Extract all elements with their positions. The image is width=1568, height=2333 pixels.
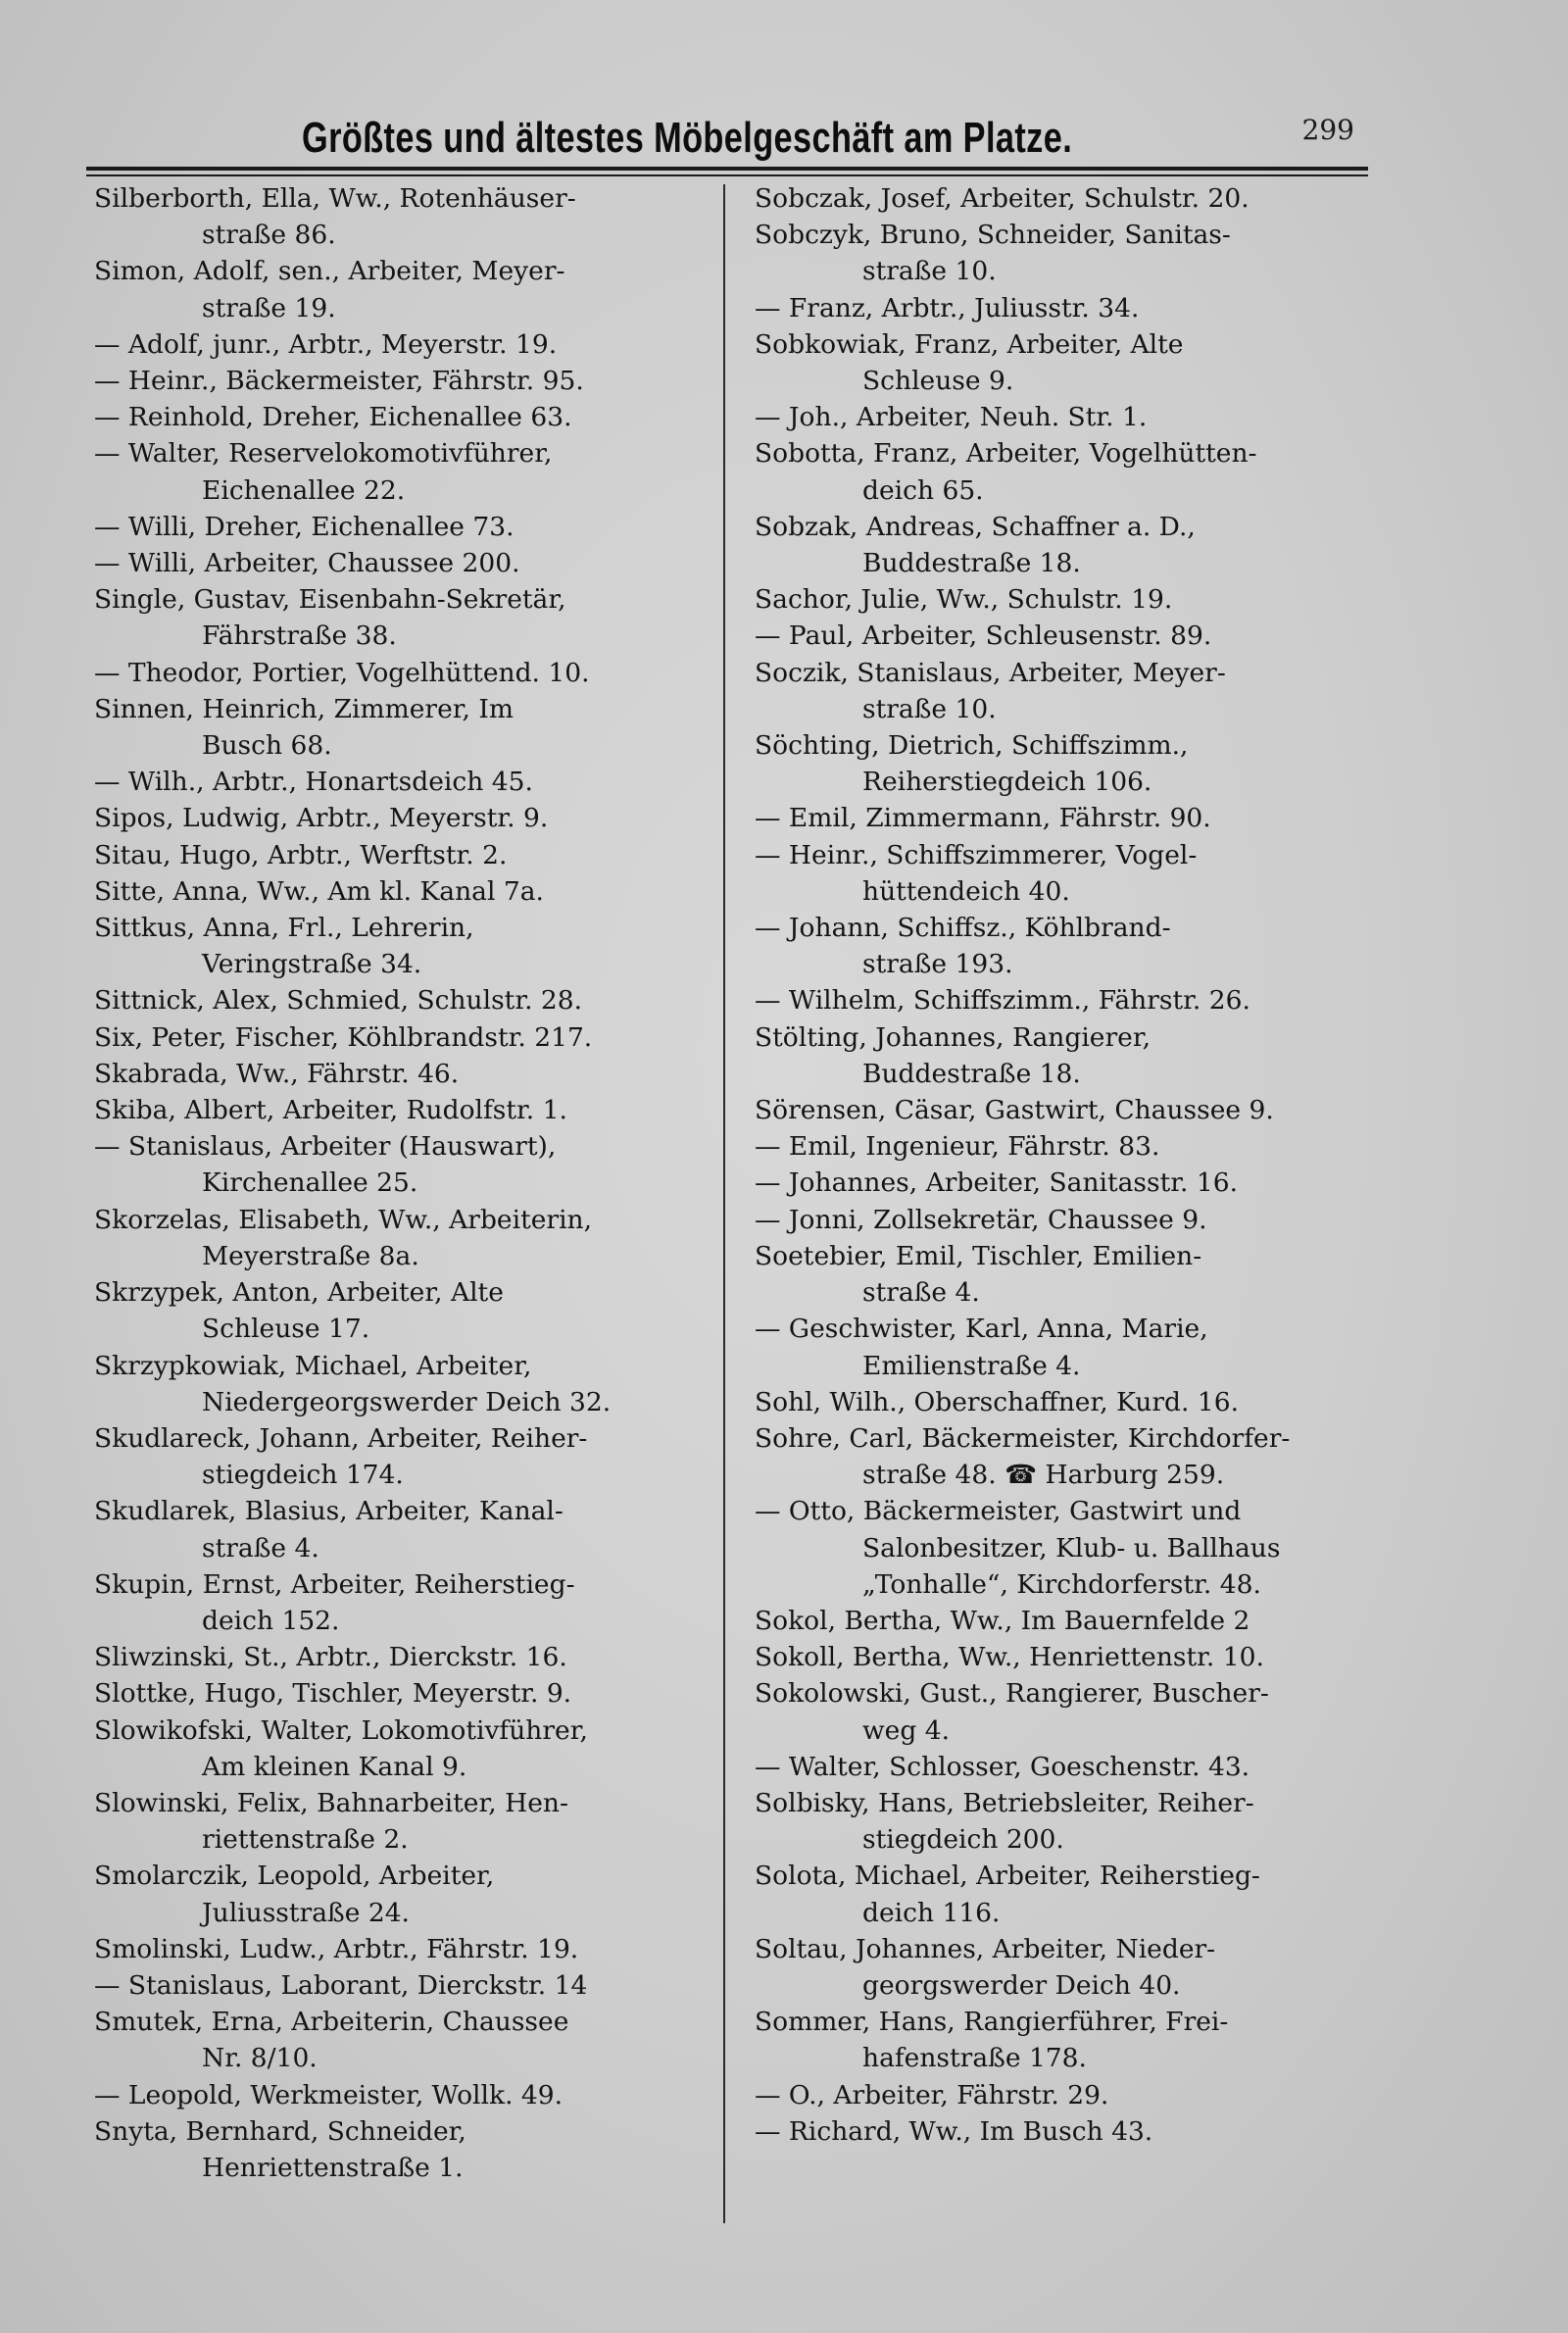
entry-line: — Heinr., Bäckermeister, Fährstr. 95. (94, 366, 584, 397)
directory-entry (94, 180, 731, 253)
entry-continuation-line: straße 48. ☎ Harburg 259. (862, 1460, 1225, 1491)
entry-line: Sobotta, Franz, Arbeiter, Vogelhütten- (755, 438, 1257, 470)
entry-line: — Joh., Arbeiter, Neuh. Str. 1. (755, 402, 1148, 433)
directory-entry (755, 180, 1392, 217)
entry-continuation-line: straße 10. (862, 693, 997, 724)
entry-line: Sitte, Anna, Ww., Am kl. Kanal 7a. (94, 875, 544, 907)
entry-line: Soltau, Johannes, Arbeiter, Nieder- (755, 1933, 1216, 1964)
directory-entry (94, 435, 731, 508)
entry-line: Skudlareck, Johann, Arbeiter, Reiher- (94, 1422, 588, 1454)
directory-entry (94, 1785, 731, 1858)
entry-continuation-line: straße 193. (862, 949, 1013, 980)
entry-continuation-line: Niedergeorgswerder Deich 32. (202, 1386, 612, 1417)
entry-line: Skudlarek, Blasius, Arbeiter, Kanal- (94, 1496, 564, 1527)
entry-line: Sitau, Hugo, Arbtr., Werftstr. 2. (94, 839, 508, 870)
directory-entry (94, 1858, 731, 1930)
entry-line: Sobzak, Andreas, Schaffner a. D., (755, 511, 1196, 542)
directory-entry (94, 1713, 731, 1785)
directory-entry (94, 1128, 731, 1201)
entry-line: — Richard, Ww., Im Busch 43. (755, 2115, 1153, 2147)
entry-line: — Stanislaus, Laborant, Dierckstr. 14 (94, 1969, 588, 2001)
directory-entry (94, 509, 731, 545)
entry-line: Skrzypkowiak, Michael, Arbeiter, (94, 1350, 532, 1381)
entry-continuation-line: Eichenallee 22. (202, 474, 406, 506)
right-column (755, 180, 1392, 2150)
directory-entry (755, 326, 1392, 399)
directory-entry (94, 363, 731, 399)
entry-continuation-line: straße 10. (862, 256, 997, 287)
directory-entry (755, 581, 1392, 618)
entry-line: — Otto, Bäckermeister, Gastwirt und (755, 1496, 1242, 1527)
entry-line: — Franz, Arbtr., Juliusstr. 34. (755, 292, 1140, 323)
directory-entry (94, 1274, 731, 1347)
directory-entry (755, 1092, 1392, 1128)
entry-line: Sommer, Hans, Rangierführer, Frei- (755, 2007, 1229, 2038)
entry-line: — O., Arbeiter, Fährstr. 29. (755, 2079, 1109, 2110)
directory-entry (755, 509, 1392, 581)
directory-entry (94, 2113, 731, 2186)
entry-line: Solbisky, Hans, Betriebsleiter, Reiher- (755, 1787, 1254, 1818)
header-rule-thin (86, 174, 1368, 176)
directory-entry (755, 1128, 1392, 1165)
directory-entry (94, 2004, 731, 2076)
entry-line: — Theodor, Portier, Vogelhüttend. 10. (94, 657, 590, 688)
entry-line: Six, Peter, Fischer, Köhlbrandstr. 217. (94, 1021, 593, 1053)
entry-continuation-line: hüttendeich 40. (862, 875, 1070, 907)
directory-entry (755, 2004, 1392, 2076)
entry-line: Sobczyk, Bruno, Schneider, Sanitas- (755, 220, 1231, 251)
entry-continuation-line: Buddestraße 18. (862, 548, 1081, 579)
directory-entry (94, 581, 731, 654)
directory-entry (94, 1639, 731, 1675)
entry-line: Stölting, Johannes, Rangierer, (755, 1021, 1152, 1053)
page-title: Größtes und ältestes Möbelgeschäft am Platze. (302, 114, 1073, 162)
directory-entry (755, 1603, 1392, 1639)
entry-continuation-line: Am kleinen Kanal 9. (202, 1751, 467, 1782)
directory-entry (755, 1931, 1392, 2004)
directory-entry (94, 873, 731, 910)
directory-entry (755, 1019, 1392, 1092)
entry-line: Sittkus, Anna, Frl., Lehrerin, (94, 913, 474, 944)
entry-line: Single, Gustav, Eisenbahn-Sekretär, (94, 584, 566, 616)
entry-line: Sohre, Carl, Bäckermeister, Kirchdorfer- (755, 1422, 1291, 1454)
directory-entry (755, 910, 1392, 982)
entry-continuation-line: Schleuse 17. (202, 1314, 370, 1345)
entry-continuation-line: Busch 68. (202, 730, 332, 762)
entry-line: — Willi, Arbeiter, Chaussee 200. (94, 548, 520, 579)
directory-entry (94, 655, 731, 691)
entry-continuation-line: deich 65. (862, 474, 984, 506)
entry-continuation-line: Fährstraße 38. (202, 620, 397, 652)
entry-line: Sachor, Julie, Ww., Schulstr. 19. (755, 584, 1173, 616)
directory-entry (94, 1675, 731, 1712)
entry-continuation-line: Veringstraße 34. (202, 949, 422, 980)
entry-line: — Walter, Reservelokomotivführer, (94, 438, 553, 470)
directory-entry (94, 1202, 731, 1274)
directory-entry (755, 1238, 1392, 1311)
entry-line: Söchting, Dietrich, Schiffszimm., (755, 730, 1189, 762)
entry-continuation-line: Henriettenstraße 1. (202, 2152, 464, 2183)
entry-line: — Emil, Ingenieur, Fährstr. 83. (755, 1131, 1160, 1163)
entry-continuation-line: Juliusstraße 24. (202, 1897, 410, 1928)
entry-continuation-line: Nr. 8/10. (202, 2043, 318, 2074)
directory-entry (755, 2077, 1392, 2113)
directory-entry (755, 217, 1392, 289)
directory-entry (755, 727, 1392, 800)
entry-continuation-line: Kirchenallee 25. (202, 1167, 418, 1199)
directory-entry (755, 982, 1392, 1018)
directory-entry (755, 618, 1392, 654)
entry-line: Sokol, Bertha, Ww., Im Bauernfelde 2 (755, 1605, 1250, 1636)
left-column (94, 180, 731, 2186)
entry-continuation-line: straße 4. (862, 1277, 980, 1309)
directory-entry (94, 1420, 731, 1493)
directory-entry (755, 1493, 1392, 1565)
entry-line: Sokolowski, Gust., Rangierer, Buscher- (755, 1678, 1269, 1710)
entry-line: Smolarczik, Leopold, Arbeiter, (94, 1861, 495, 1892)
entry-line: — Wilhelm, Schiffszimm., Fährstr. 26. (755, 985, 1250, 1017)
entry-line: Sinnen, Heinrich, Zimmerer, Im (94, 693, 514, 724)
entry-line: Skorzelas, Elisabeth, Ww., Arbeiterin, (94, 1204, 593, 1235)
entry-continuation-line: Buddestraße 18. (862, 1058, 1081, 1089)
entry-continuation-line: hafenstraße 178. (862, 2043, 1087, 2074)
entry-line: Sobkowiak, Franz, Arbeiter, Alte (755, 328, 1184, 360)
directory-entry (94, 1931, 731, 1967)
entry-line: Soczik, Stanislaus, Arbeiter, Meyer- (755, 657, 1226, 688)
entry-continuation-line: deich 152. (202, 1605, 340, 1636)
directory-entry (755, 435, 1392, 508)
directory-entry (94, 253, 731, 325)
directory-entry (94, 1056, 731, 1092)
entry-line: Solota, Michael, Arbeiter, Reiherstieg- (755, 1861, 1260, 1892)
directory-entry (755, 800, 1392, 836)
entry-line: — Wilh., Arbtr., Honartsdeich 45. (94, 767, 533, 798)
entry-continuation-line: Schleuse 9. (862, 366, 1014, 397)
entry-continuation-line: Reiherstiegdeich 106. (862, 767, 1152, 798)
directory-entry (755, 1202, 1392, 1238)
entry-line: Sokoll, Bertha, Ww., Henriettenstr. 10. (755, 1642, 1264, 1673)
entry-line: Smolinski, Ludw., Arbtr., Fährstr. 19. (94, 1933, 579, 1964)
entry-line: — Stanislaus, Arbeiter (Hauswart), (94, 1131, 557, 1163)
entry-line: — Jonni, Zollsekretär, Chaussee 9. (755, 1204, 1207, 1235)
entry-line: Skiba, Albert, Arbeiter, Rudolfstr. 1. (94, 1095, 567, 1126)
entry-line: Snyta, Bernhard, Schneider, (94, 2115, 466, 2147)
entry-line: — Walter, Schlosser, Goeschenstr. 43. (755, 1751, 1250, 1782)
directory-entry (94, 545, 731, 581)
entry-continuation-line: straße 4. (202, 1532, 319, 1564)
entry-line: Simon, Adolf, sen., Arbeiter, Meyer- (94, 256, 565, 287)
entry-line: Sobczak, Josef, Arbeiter, Schulstr. 20. (755, 183, 1250, 214)
directory-entry (755, 1165, 1392, 1201)
entry-continuation-line: georgswerder Deich 40. (862, 1969, 1181, 2001)
entry-line: — Heinr., Schiffszimmerer, Vogel- (755, 839, 1198, 870)
page-number: 299 (1301, 114, 1354, 146)
entry-line: Soetebier, Emil, Tischler, Emilien- (755, 1240, 1202, 1271)
entry-continuation-line: stiegdeich 174. (202, 1460, 404, 1491)
entry-continuation-line: Meyerstraße 8a. (202, 1240, 419, 1271)
directory-entry (755, 837, 1392, 910)
directory-entry (755, 290, 1392, 326)
entry-line: Sohl, Wilh., Oberschaffner, Kurd. 16. (755, 1386, 1239, 1417)
entry-line: Sörensen, Cäsar, Gastwirt, Chaussee 9. (755, 1095, 1274, 1126)
entry-line: Sliwzinski, St., Arbtr., Dierckstr. 16. (94, 1642, 567, 1673)
entry-line: — Johann, Schiffsz., Köhlbrand- (755, 913, 1171, 944)
directory-entry (755, 1858, 1392, 1930)
entry-line: — Paul, Arbeiter, Schleusenstr. 89. (755, 620, 1212, 652)
directory-entry (755, 399, 1392, 435)
entry-line: — Emil, Zimmermann, Fährstr. 90. (755, 803, 1211, 834)
entry-line: Skupin, Ernst, Arbeiter, Reiherstieg- (94, 1568, 575, 1600)
directory-entry (94, 764, 731, 800)
directory-entry (94, 326, 731, 363)
directory-entry (94, 800, 731, 836)
entry-continuation-line: straße 86. (202, 220, 336, 251)
entry-continuation-line: weg 4. (862, 1714, 951, 1746)
entry-line: „Tonhalle“, Kirchdorferstr. 48. (862, 1568, 1261, 1600)
directory-entry (94, 1566, 731, 1639)
page-header (86, 108, 1364, 165)
directory-entry (94, 691, 731, 764)
entry-continuation-line: Emilienstraße 4. (862, 1350, 1081, 1381)
entry-line: — Willi, Dreher, Eichenallee 73. (94, 511, 514, 542)
entry-line: Slowikofski, Walter, Lokomotivführer, (94, 1714, 588, 1746)
directory-entry (755, 655, 1392, 727)
entry-line: — Leopold, Werkmeister, Wollk. 49. (94, 2079, 564, 2110)
directory-entry (94, 1967, 731, 2004)
directory-entry (94, 399, 731, 435)
entry-line: Skrzypek, Anton, Arbeiter, Alte (94, 1277, 504, 1309)
directory-entry (755, 1785, 1392, 1858)
entry-line: Silberborth, Ella, Ww., Rotenhäuser- (94, 183, 576, 214)
entry-line: Slottke, Hugo, Tischler, Meyerstr. 9. (94, 1678, 572, 1710)
entry-line: — Geschwister, Karl, Anna, Marie, (755, 1314, 1208, 1345)
directory-entry (94, 2077, 731, 2113)
entry-continuation-line: stiegdeich 200. (862, 1824, 1064, 1856)
entry-continuation-line: riettenstraße 2. (202, 1824, 409, 1856)
entry-line: Skabrada, Ww., Fährstr. 46. (94, 1058, 460, 1089)
directory-entry (755, 1675, 1392, 1748)
directory-entry (94, 982, 731, 1018)
entry-line: Smutek, Erna, Arbeiterin, Chaussee (94, 2007, 569, 2038)
directory-entry (755, 1639, 1392, 1675)
header-rule-thick (86, 167, 1368, 171)
directory-entry (755, 2113, 1392, 2150)
entry-continuation-line: deich 116. (862, 1897, 1001, 1928)
entry-line: Slowinski, Felix, Bahnarbeiter, Hen- (94, 1787, 568, 1818)
directory-entry (755, 1311, 1392, 1383)
entry-continuation-line: Salonbesitzer, Klub- u. Ballhaus (862, 1532, 1281, 1564)
directory-entry (94, 1092, 731, 1128)
directory-entry (94, 1493, 731, 1565)
directory-entry (94, 1019, 731, 1056)
entry-continuation-line: straße 19. (202, 292, 336, 323)
directory-entry (755, 1749, 1392, 1785)
entry-line: Sittnick, Alex, Schmied, Schulstr. 28. (94, 985, 583, 1017)
directory-entry (755, 1384, 1392, 1420)
directory-entry (755, 1566, 1392, 1603)
entry-line: — Johannes, Arbeiter, Sanitasstr. 16. (755, 1167, 1239, 1199)
entry-line: Sipos, Ludwig, Arbtr., Meyerstr. 9. (94, 803, 549, 834)
directory-entry (94, 1348, 731, 1420)
directory-entry (94, 910, 731, 982)
entry-line: — Adolf, junr., Arbtr., Meyerstr. 19. (94, 328, 558, 360)
entry-line: — Reinhold, Dreher, Eichenallee 63. (94, 402, 572, 433)
directory-entry (755, 1420, 1392, 1493)
directory-entry (94, 837, 731, 873)
